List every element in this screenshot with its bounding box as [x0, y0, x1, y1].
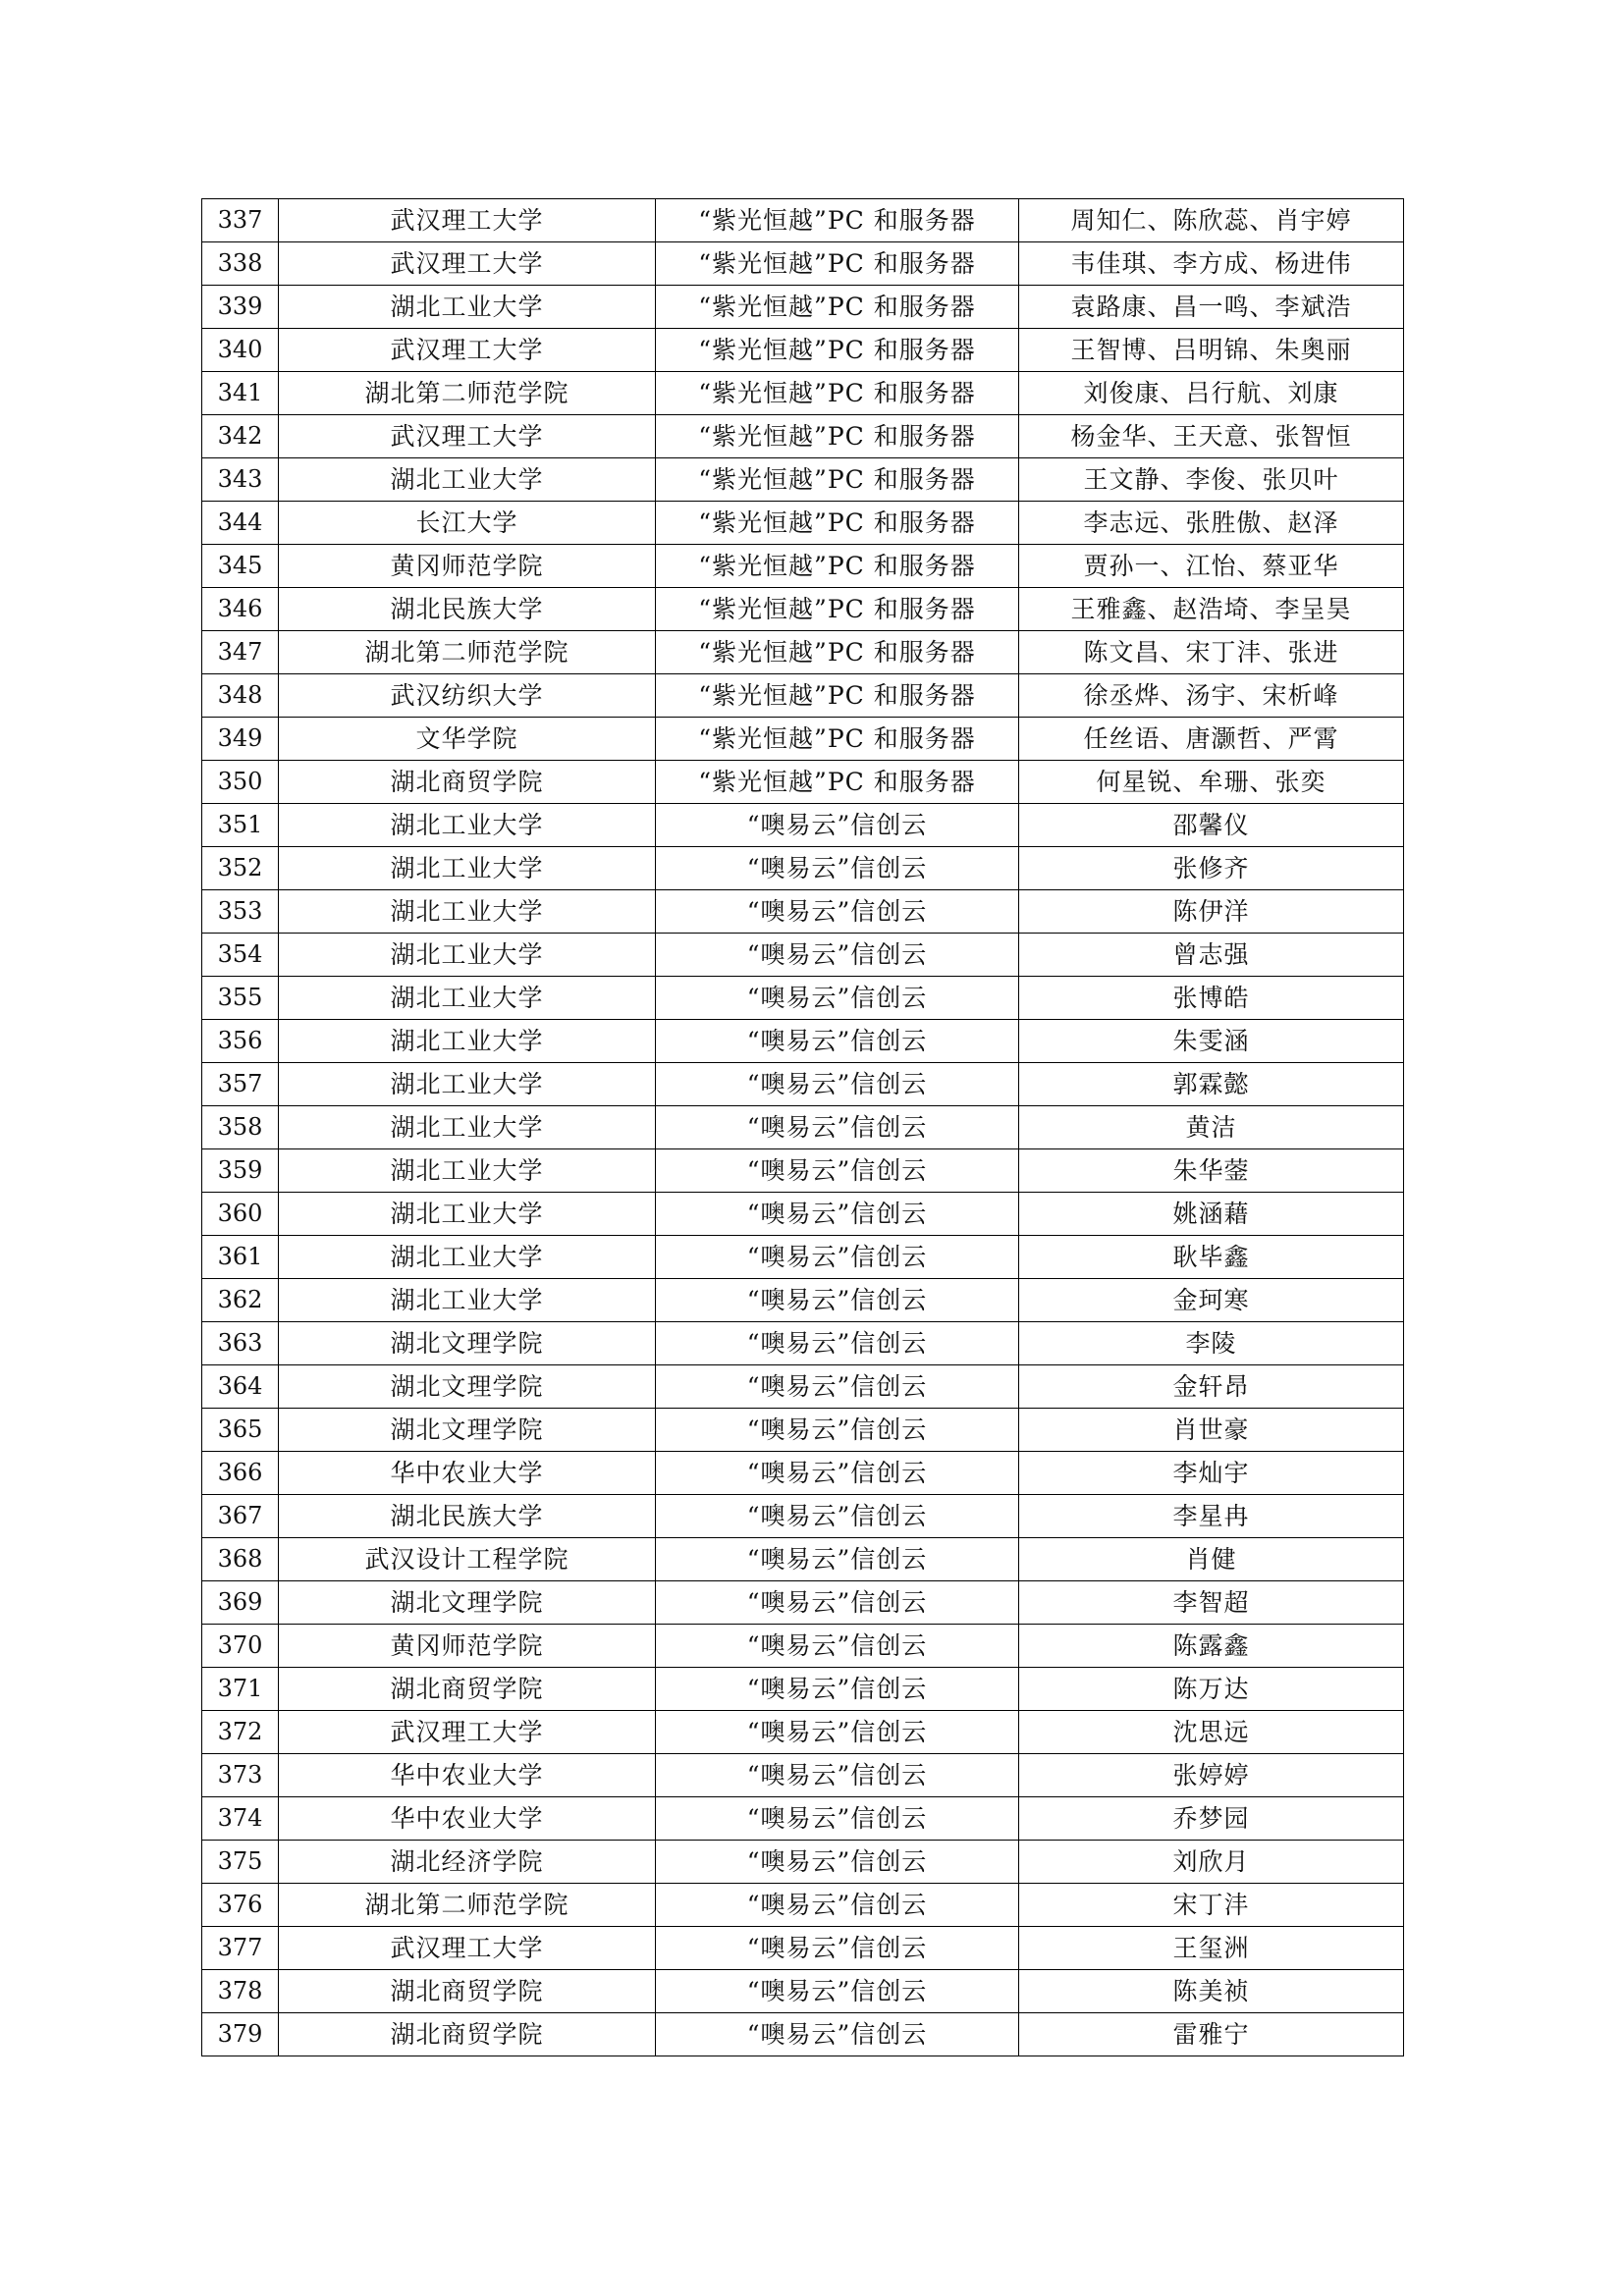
- table-row: [202, 242, 1404, 286]
- cell-number: 371: [202, 1668, 279, 1711]
- cell-work-title: “噢易云”信创云: [656, 1495, 1019, 1538]
- cell-number: 360: [202, 1193, 279, 1236]
- cell-school: 湖北第二师范学院: [279, 631, 656, 674]
- cell-number: 341: [202, 372, 279, 415]
- cell-number: 354: [202, 934, 279, 977]
- cell-members: 黄洁: [1019, 1106, 1404, 1149]
- table-row: [202, 502, 1404, 545]
- cell-school: 湖北经济学院: [279, 1841, 656, 1884]
- table-row: [202, 588, 1404, 631]
- cell-members: 肖健: [1019, 1538, 1404, 1581]
- cell-work-title: “紫光恒越”PC 和服务器: [656, 415, 1019, 458]
- cell-number: 343: [202, 458, 279, 502]
- cell-school: 湖北民族大学: [279, 588, 656, 631]
- results-table-body: [202, 199, 1404, 2056]
- cell-members: 张博皓: [1019, 977, 1404, 1020]
- cell-work-title: “紫光恒越”PC 和服务器: [656, 199, 1019, 242]
- table-row: [202, 1841, 1404, 1884]
- cell-school: 武汉理工大学: [279, 199, 656, 242]
- cell-work-title: “紫光恒越”PC 和服务器: [656, 674, 1019, 718]
- cell-number: 365: [202, 1409, 279, 1452]
- cell-work-title: “紫光恒越”PC 和服务器: [656, 588, 1019, 631]
- cell-members: 李星冉: [1019, 1495, 1404, 1538]
- cell-members: 沈思远: [1019, 1711, 1404, 1754]
- cell-work-title: “噢易云”信创云: [656, 1106, 1019, 1149]
- cell-number: 375: [202, 1841, 279, 1884]
- table-row: [202, 934, 1404, 977]
- cell-number: 357: [202, 1063, 279, 1106]
- cell-members: 李陵: [1019, 1322, 1404, 1365]
- cell-members: 李智超: [1019, 1581, 1404, 1625]
- cell-members: 袁路康、昌一鸣、李斌浩: [1019, 286, 1404, 329]
- table-row: [202, 1538, 1404, 1581]
- cell-members: 张修齐: [1019, 847, 1404, 890]
- cell-school: 湖北工业大学: [279, 458, 656, 502]
- cell-school: 湖北商贸学院: [279, 761, 656, 804]
- cell-members: 王雅鑫、赵浩埼、李呈昊: [1019, 588, 1404, 631]
- cell-school: 湖北文理学院: [279, 1365, 656, 1409]
- cell-members: 张婷婷: [1019, 1754, 1404, 1797]
- cell-work-title: “噢易云”信创云: [656, 847, 1019, 890]
- cell-work-title: “紫光恒越”PC 和服务器: [656, 242, 1019, 286]
- cell-number: 350: [202, 761, 279, 804]
- table-row: [202, 1495, 1404, 1538]
- cell-work-title: “紫光恒越”PC 和服务器: [656, 286, 1019, 329]
- table-row: [202, 1884, 1404, 1927]
- table-row: [202, 372, 1404, 415]
- cell-work-title: “噢易云”信创云: [656, 1149, 1019, 1193]
- cell-school: 湖北工业大学: [279, 1193, 656, 1236]
- cell-work-title: “噢易云”信创云: [656, 1020, 1019, 1063]
- table-row: [202, 631, 1404, 674]
- cell-members: 李志远、张胜傲、赵泽: [1019, 502, 1404, 545]
- cell-school: 黄冈师范学院: [279, 545, 656, 588]
- cell-work-title: “噢易云”信创云: [656, 804, 1019, 847]
- cell-number: 347: [202, 631, 279, 674]
- cell-members: 郭霖懿: [1019, 1063, 1404, 1106]
- table-row: [202, 1106, 1404, 1149]
- table-row: [202, 2013, 1404, 2056]
- cell-school: 武汉理工大学: [279, 1711, 656, 1754]
- cell-work-title: “噢易云”信创云: [656, 1279, 1019, 1322]
- cell-members: 刘俊康、吕行航、刘康: [1019, 372, 1404, 415]
- table-row: [202, 1668, 1404, 1711]
- cell-school: 湖北工业大学: [279, 286, 656, 329]
- cell-work-title: “噢易云”信创云: [656, 1063, 1019, 1106]
- cell-work-title: “噢易云”信创云: [656, 1797, 1019, 1841]
- cell-number: 356: [202, 1020, 279, 1063]
- cell-members: 乔梦园: [1019, 1797, 1404, 1841]
- cell-work-title: “噢易云”信创云: [656, 2013, 1019, 2056]
- cell-number: 349: [202, 718, 279, 761]
- cell-school: 华中农业大学: [279, 1452, 656, 1495]
- cell-work-title: “噢易云”信创云: [656, 1711, 1019, 1754]
- cell-work-title: “紫光恒越”PC 和服务器: [656, 545, 1019, 588]
- cell-number: 351: [202, 804, 279, 847]
- cell-number: 368: [202, 1538, 279, 1581]
- cell-school: 湖北工业大学: [279, 934, 656, 977]
- cell-work-title: “紫光恒越”PC 和服务器: [656, 329, 1019, 372]
- cell-work-title: “噢易云”信创云: [656, 1365, 1019, 1409]
- cell-school: 湖北文理学院: [279, 1409, 656, 1452]
- cell-members: 耿毕鑫: [1019, 1236, 1404, 1279]
- cell-members: 何星锐、牟珊、张奕: [1019, 761, 1404, 804]
- cell-number: 377: [202, 1927, 279, 1970]
- cell-school: 湖北工业大学: [279, 1236, 656, 1279]
- cell-number: 362: [202, 1279, 279, 1322]
- table-row: [202, 458, 1404, 502]
- cell-school: 华中农业大学: [279, 1754, 656, 1797]
- cell-members: 杨金华、王天意、张智恒: [1019, 415, 1404, 458]
- table-row: [202, 847, 1404, 890]
- cell-members: 韦佳琪、李方成、杨进伟: [1019, 242, 1404, 286]
- table-row: [202, 1279, 1404, 1322]
- cell-number: 370: [202, 1625, 279, 1668]
- cell-work-title: “噢易云”信创云: [656, 1754, 1019, 1797]
- table-row: [202, 1193, 1404, 1236]
- cell-number: 339: [202, 286, 279, 329]
- cell-members: 王文静、李俊、张贝叶: [1019, 458, 1404, 502]
- cell-members: 王玺洲: [1019, 1927, 1404, 1970]
- cell-members: 刘欣月: [1019, 1841, 1404, 1884]
- cell-members: 任丝语、唐灏哲、严霄: [1019, 718, 1404, 761]
- cell-number: 358: [202, 1106, 279, 1149]
- cell-work-title: “紫光恒越”PC 和服务器: [656, 761, 1019, 804]
- cell-work-title: “噢易云”信创云: [656, 1581, 1019, 1625]
- cell-number: 340: [202, 329, 279, 372]
- table-row: [202, 890, 1404, 934]
- cell-school: 湖北民族大学: [279, 1495, 656, 1538]
- cell-school: 湖北工业大学: [279, 1020, 656, 1063]
- table-row: [202, 1625, 1404, 1668]
- cell-members: 陈露鑫: [1019, 1625, 1404, 1668]
- cell-number: 364: [202, 1365, 279, 1409]
- table-row: [202, 1970, 1404, 2013]
- cell-work-title: “噢易云”信创云: [656, 1668, 1019, 1711]
- cell-number: 379: [202, 2013, 279, 2056]
- table-row: [202, 1927, 1404, 1970]
- table-row: [202, 804, 1404, 847]
- cell-work-title: “噢易云”信创云: [656, 1970, 1019, 2013]
- cell-number: 374: [202, 1797, 279, 1841]
- results-table: [201, 198, 1404, 2056]
- cell-school: 华中农业大学: [279, 1797, 656, 1841]
- cell-work-title: “噢易云”信创云: [656, 1884, 1019, 1927]
- cell-members: 陈文昌、宋丁沣、张进: [1019, 631, 1404, 674]
- table-row: [202, 415, 1404, 458]
- cell-work-title: “噢易云”信创云: [656, 934, 1019, 977]
- cell-school: 湖北工业大学: [279, 1279, 656, 1322]
- cell-members: 姚涵藉: [1019, 1193, 1404, 1236]
- cell-work-title: “噢易云”信创云: [656, 1927, 1019, 1970]
- cell-school: 文华学院: [279, 718, 656, 761]
- cell-members: 邵馨仪: [1019, 804, 1404, 847]
- cell-school: 黄冈师范学院: [279, 1625, 656, 1668]
- cell-number: 378: [202, 1970, 279, 2013]
- cell-work-title: “噢易云”信创云: [656, 890, 1019, 934]
- cell-members: 王智博、吕明锦、朱奥丽: [1019, 329, 1404, 372]
- cell-members: 周知仁、陈欣蕊、肖宇婷: [1019, 199, 1404, 242]
- cell-number: 337: [202, 199, 279, 242]
- cell-work-title: “噢易云”信创云: [656, 1193, 1019, 1236]
- cell-work-title: “噢易云”信创云: [656, 1625, 1019, 1668]
- cell-work-title: “噢易云”信创云: [656, 1841, 1019, 1884]
- cell-members: 金珂寒: [1019, 1279, 1404, 1322]
- cell-number: 342: [202, 415, 279, 458]
- table-row: [202, 1754, 1404, 1797]
- table-row: [202, 286, 1404, 329]
- cell-number: 361: [202, 1236, 279, 1279]
- cell-school: 湖北工业大学: [279, 1149, 656, 1193]
- cell-work-title: “紫光恒越”PC 和服务器: [656, 718, 1019, 761]
- cell-number: 353: [202, 890, 279, 934]
- cell-number: 355: [202, 977, 279, 1020]
- cell-number: 359: [202, 1149, 279, 1193]
- cell-school: 武汉设计工程学院: [279, 1538, 656, 1581]
- cell-members: 肖世豪: [1019, 1409, 1404, 1452]
- cell-members: 陈万达: [1019, 1668, 1404, 1711]
- cell-members: 陈伊洋: [1019, 890, 1404, 934]
- cell-number: 369: [202, 1581, 279, 1625]
- cell-members: 陈美祯: [1019, 1970, 1404, 2013]
- cell-school: 武汉理工大学: [279, 415, 656, 458]
- cell-school: 湖北商贸学院: [279, 1970, 656, 2013]
- cell-members: 宋丁沣: [1019, 1884, 1404, 1927]
- table-row: [202, 674, 1404, 718]
- cell-number: 338: [202, 242, 279, 286]
- cell-school: 湖北商贸学院: [279, 1668, 656, 1711]
- cell-number: 366: [202, 1452, 279, 1495]
- cell-school: 湖北第二师范学院: [279, 372, 656, 415]
- cell-school: 湖北文理学院: [279, 1322, 656, 1365]
- cell-school: 武汉纺织大学: [279, 674, 656, 718]
- table-row: [202, 761, 1404, 804]
- cell-work-title: “噢易云”信创云: [656, 1236, 1019, 1279]
- table-row: [202, 1322, 1404, 1365]
- table-row: [202, 1365, 1404, 1409]
- cell-number: 367: [202, 1495, 279, 1538]
- cell-work-title: “噢易云”信创云: [656, 1409, 1019, 1452]
- cell-members: 雷雅宁: [1019, 2013, 1404, 2056]
- cell-work-title: “噢易云”信创云: [656, 977, 1019, 1020]
- cell-number: 352: [202, 847, 279, 890]
- cell-school: 湖北文理学院: [279, 1581, 656, 1625]
- cell-school: 湖北工业大学: [279, 1063, 656, 1106]
- cell-number: 373: [202, 1754, 279, 1797]
- cell-school: 武汉理工大学: [279, 1927, 656, 1970]
- cell-members: 曾志强: [1019, 934, 1404, 977]
- cell-school: 湖北工业大学: [279, 890, 656, 934]
- cell-school: 湖北工业大学: [279, 1106, 656, 1149]
- table-row: [202, 718, 1404, 761]
- cell-work-title: “噢易云”信创云: [656, 1538, 1019, 1581]
- cell-number: 348: [202, 674, 279, 718]
- cell-number: 376: [202, 1884, 279, 1927]
- table-row: [202, 199, 1404, 242]
- cell-school: 湖北商贸学院: [279, 2013, 656, 2056]
- table-row: [202, 1797, 1404, 1841]
- table-row: [202, 1711, 1404, 1754]
- table-row: [202, 1149, 1404, 1193]
- cell-work-title: “噢易云”信创云: [656, 1452, 1019, 1495]
- table-row: [202, 1236, 1404, 1279]
- cell-work-title: “紫光恒越”PC 和服务器: [656, 631, 1019, 674]
- cell-work-title: “紫光恒越”PC 和服务器: [656, 372, 1019, 415]
- table-row: [202, 1581, 1404, 1625]
- cell-number: 344: [202, 502, 279, 545]
- cell-school: 湖北工业大学: [279, 804, 656, 847]
- table-row: [202, 1452, 1404, 1495]
- table-row: [202, 1409, 1404, 1452]
- table-row: [202, 1020, 1404, 1063]
- cell-school: 湖北工业大学: [279, 977, 656, 1020]
- cell-members: 贾孙一、江怡、蔡亚华: [1019, 545, 1404, 588]
- cell-school: 长江大学: [279, 502, 656, 545]
- cell-work-title: “紫光恒越”PC 和服务器: [656, 458, 1019, 502]
- cell-members: 朱华蓥: [1019, 1149, 1404, 1193]
- cell-school: 湖北第二师范学院: [279, 1884, 656, 1927]
- cell-members: 金轩昂: [1019, 1365, 1404, 1409]
- cell-members: 李灿宇: [1019, 1452, 1404, 1495]
- table-row: [202, 977, 1404, 1020]
- cell-number: 345: [202, 545, 279, 588]
- cell-number: 372: [202, 1711, 279, 1754]
- cell-number: 346: [202, 588, 279, 631]
- cell-number: 363: [202, 1322, 279, 1365]
- table-row: [202, 1063, 1404, 1106]
- cell-school: 武汉理工大学: [279, 242, 656, 286]
- table-row: [202, 545, 1404, 588]
- cell-members: 朱雯涵: [1019, 1020, 1404, 1063]
- cell-work-title: “紫光恒越”PC 和服务器: [656, 502, 1019, 545]
- cell-school: 湖北工业大学: [279, 847, 656, 890]
- cell-members: 徐丞烨、汤宇、宋析峰: [1019, 674, 1404, 718]
- cell-work-title: “噢易云”信创云: [656, 1322, 1019, 1365]
- cell-school: 武汉理工大学: [279, 329, 656, 372]
- table-row: [202, 329, 1404, 372]
